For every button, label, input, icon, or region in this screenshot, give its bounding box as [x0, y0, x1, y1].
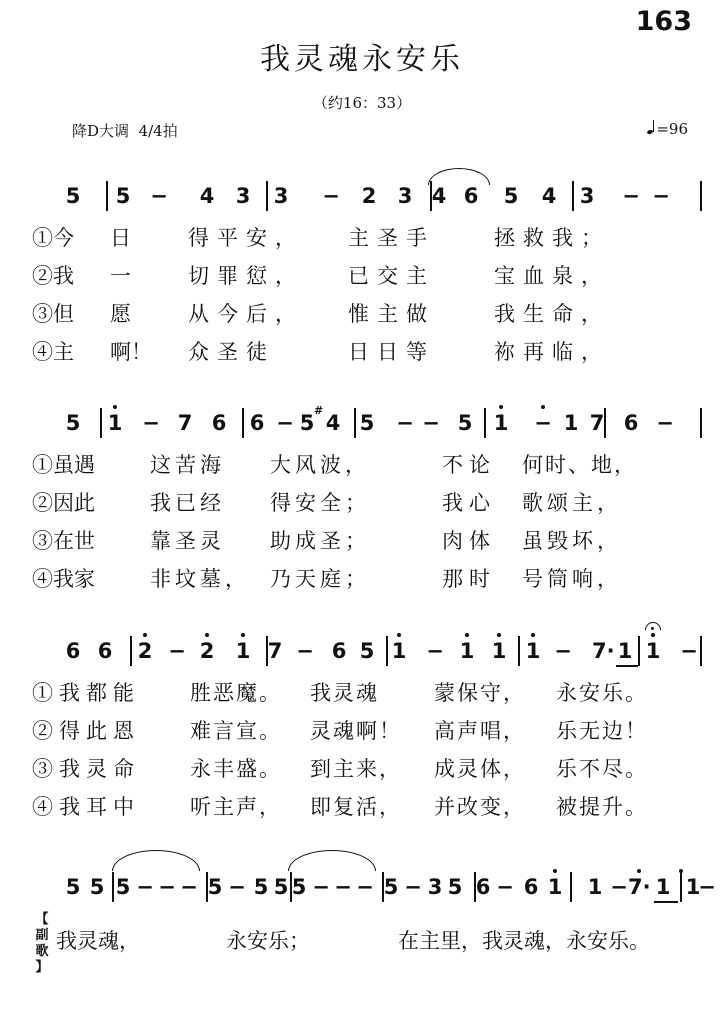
refrain-label: 【 副 歌 】 — [35, 912, 49, 975]
note: 3 — [397, 184, 413, 208]
dash: − — [610, 875, 628, 899]
note: 7 — [589, 411, 605, 435]
octave-dot — [679, 869, 683, 873]
barline — [700, 636, 702, 666]
note: 1 — [107, 411, 123, 435]
octave-dot — [465, 633, 469, 637]
note: 7 — [177, 411, 193, 435]
note: 5 — [89, 875, 105, 899]
dash: − — [426, 639, 444, 663]
note: 1 — [655, 875, 671, 899]
note: 3 — [579, 184, 595, 208]
note: 5 — [359, 411, 375, 435]
note: 1 — [491, 639, 507, 663]
note: 6 — [523, 875, 539, 899]
note: 2 — [137, 639, 153, 663]
note: 6 — [97, 639, 113, 663]
dash: − — [296, 639, 314, 663]
note: 5 — [291, 875, 307, 899]
note: 5 — [65, 184, 81, 208]
note: 6 — [623, 411, 639, 435]
barline — [700, 181, 702, 211]
note: 6 — [249, 411, 265, 435]
octave-dot — [651, 633, 655, 637]
dash: − — [554, 639, 572, 663]
barline — [106, 181, 108, 211]
dash: − — [404, 875, 422, 899]
octave-dot — [531, 633, 535, 637]
note: 1 — [645, 639, 661, 663]
note: 1 — [617, 639, 633, 663]
dash: − — [142, 411, 160, 435]
dash: − — [150, 184, 168, 208]
note: 4 — [431, 184, 447, 208]
barline — [572, 181, 574, 211]
note: 3 — [427, 875, 443, 899]
note: 5 — [503, 184, 519, 208]
dash: − — [322, 184, 340, 208]
note: 1 — [547, 875, 563, 899]
tempo-value: =96 — [656, 120, 688, 138]
note: 2 — [199, 639, 215, 663]
note: 5 — [359, 639, 375, 663]
dash: − — [652, 184, 670, 208]
note: 6 — [211, 411, 227, 435]
slur — [112, 850, 200, 871]
note: 5 — [383, 875, 399, 899]
note: 5 — [115, 875, 131, 899]
barline — [266, 181, 268, 211]
note: 1 — [235, 639, 251, 663]
note: 1 — [525, 639, 541, 663]
dash: − — [396, 411, 414, 435]
fermata-dot — [651, 627, 654, 630]
slur — [288, 850, 376, 871]
barline — [100, 408, 102, 438]
note: 3 — [273, 184, 289, 208]
barline — [638, 636, 640, 666]
duration-underline — [654, 901, 678, 903]
quarter-note-icon — [649, 120, 654, 134]
note: 7· — [592, 639, 615, 663]
note: 5 — [457, 411, 473, 435]
barline — [570, 872, 572, 902]
barline — [242, 408, 244, 438]
note: 4 — [199, 184, 215, 208]
octave-dot — [553, 869, 557, 873]
dash: − — [228, 875, 246, 899]
note: 5 — [207, 875, 223, 899]
octave-dot — [499, 405, 503, 409]
dash: − — [534, 411, 552, 435]
dash: − — [356, 875, 374, 899]
note: 1 — [459, 639, 475, 663]
octave-dot — [397, 633, 401, 637]
note: 7 — [267, 639, 283, 663]
barline — [604, 408, 606, 438]
scripture-reference: （约16：33） — [312, 94, 412, 112]
page-number: 163 — [635, 6, 692, 37]
barline — [130, 636, 132, 666]
note: 5 — [65, 875, 81, 899]
dash: − — [656, 411, 674, 435]
octave-dot — [541, 405, 545, 409]
octave-dot — [205, 633, 209, 637]
note: 6 — [65, 639, 81, 663]
hymn-title: 我灵魂永安乐 — [260, 42, 464, 77]
note: 5 — [115, 184, 131, 208]
key-signature: 降D大调 4/4拍 — [72, 122, 178, 140]
note: 5 — [253, 875, 269, 899]
note: 7· — [628, 875, 651, 899]
dash: − — [496, 875, 514, 899]
slur — [428, 168, 490, 185]
note: 2 — [361, 184, 377, 208]
dash: − — [158, 875, 176, 899]
note: 5 — [65, 411, 81, 435]
dash: − — [422, 411, 440, 435]
note: 5 — [273, 875, 289, 899]
duration-underline — [616, 665, 638, 667]
note: 1 — [563, 411, 579, 435]
note: 4 — [541, 184, 557, 208]
note: 5 — [447, 875, 463, 899]
note: 4 — [325, 411, 341, 435]
dash: − — [698, 875, 716, 899]
dash: − — [276, 411, 294, 435]
note: 3 — [235, 184, 251, 208]
barline — [484, 408, 486, 438]
note: 1 — [587, 875, 603, 899]
note: 1 — [391, 639, 407, 663]
dash: − — [622, 184, 640, 208]
note: 5 — [299, 411, 315, 435]
octave-dot — [113, 405, 117, 409]
note: 6 — [475, 875, 491, 899]
note: 1 — [493, 411, 509, 435]
dash: − — [334, 875, 352, 899]
octave-dot — [497, 633, 501, 637]
octave-dot — [637, 869, 641, 873]
dash: − — [312, 875, 330, 899]
dash: − — [180, 875, 198, 899]
note: 1 — [685, 875, 701, 899]
dash: − — [168, 639, 186, 663]
note: 6 — [463, 184, 479, 208]
octave-dot — [241, 633, 245, 637]
barline — [518, 636, 520, 666]
barline — [700, 408, 702, 438]
note: 6 — [331, 639, 347, 663]
tempo-marking — [649, 120, 688, 138]
dash: − — [680, 639, 698, 663]
dash: − — [136, 875, 154, 899]
sharp-sign: # — [314, 404, 324, 417]
octave-dot — [143, 633, 147, 637]
